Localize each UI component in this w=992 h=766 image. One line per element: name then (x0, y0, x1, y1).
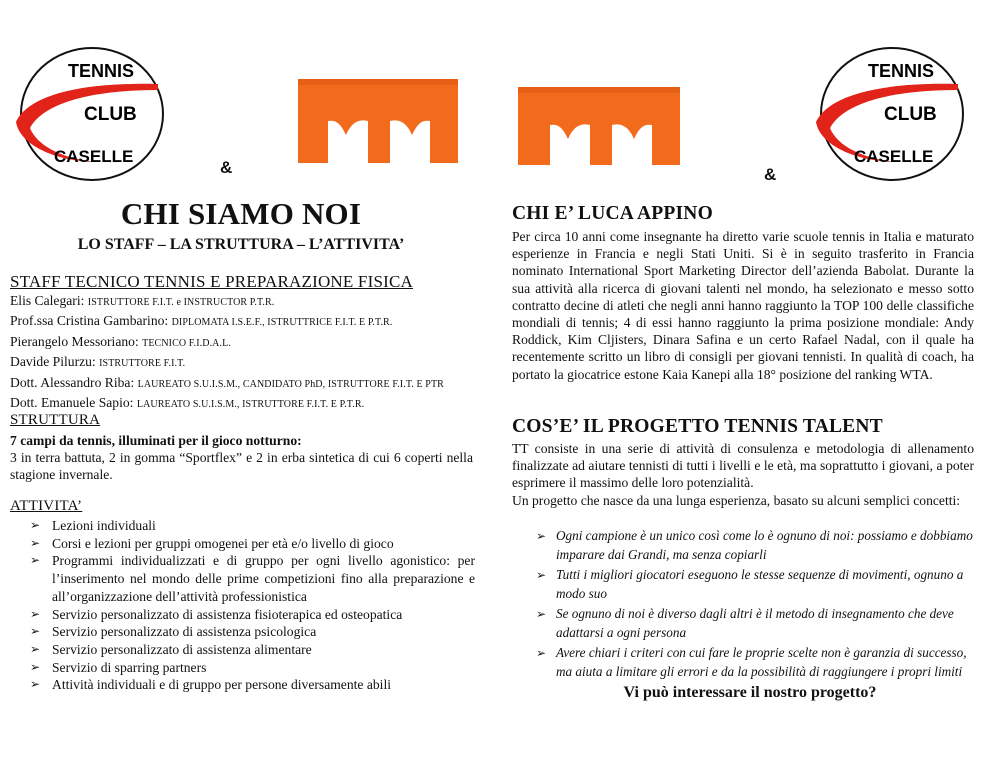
staff-item: Dott. Emanuele Sapio: LAUREATO S.U.I.S.M., ISTRUTTORE F.I.T. E P.T.R. (10, 395, 365, 411)
attivita-heading: ATTIVITA’ (10, 498, 83, 514)
attivita-list (30, 517, 475, 694)
page-subtitle: LO STAFF – LA STRUTTURA – L’ATTIVITA’ (77, 236, 405, 253)
ampersand-left: & (220, 158, 233, 177)
struttura-body: 3 in terra battuta, 2 in gomma “Sportflex” e 2 in erba sintetica di cui 6 coperti nella stagione invernale. (10, 450, 473, 482)
tt-logo-right (514, 83, 686, 169)
svg-text:CLUB: CLUB (884, 104, 937, 125)
list-item: ➢ Servizio personalizzato di assistenza alimentare (30, 641, 475, 659)
struttura-text (10, 432, 473, 483)
svg-text:CLUB: CLUB (84, 104, 137, 125)
struttura-bold: 7 campi da tennis, illuminati per il gioco notturno: (10, 433, 302, 448)
list-item: ➢ Avere chiari i criteri con cui fare le proprie scelte non è garanzia di successo, ma aiuta a limitare gli errori e da la possibilità di raggiungere i propri limiti (536, 644, 974, 681)
list-item: ➢ Servizio personalizzato di assistenza psicologica (30, 623, 475, 641)
tennis-club-caselle-logo-right (808, 44, 970, 184)
list-item: ➢ Servizio personalizzato di assistenza fisioterapica ed osteopatica (30, 606, 475, 624)
struttura-heading: STRUTTURA (10, 412, 101, 428)
progetto-text-2: Un progetto che nasce da una lunga esperienza, basato su alcuni semplici concetti: (512, 492, 961, 508)
tt-logo-left (294, 75, 464, 167)
list-item: ➢ Programmi individualizzati e di gruppo per ogni livello agonistico: per l’inserimento nel mondo delle prime competizioni fino alla preparazione e all’organizzazione dell’attività professionistica (30, 552, 475, 605)
luca-heading: CHI E’ LUCA APPINO (512, 203, 713, 224)
progetto-heading: COS’E’ IL PROGETTO TENNIS TALENT (512, 416, 883, 437)
list-item: ➢ Tutti i migliori giocatori eseguono le stesse sequenze di movimenti, ognuno a modo suo (536, 566, 974, 603)
list-item: ➢ Lezioni individuali (30, 517, 475, 535)
svg-text:TENNIS: TENNIS (868, 61, 935, 81)
progetto-text (512, 440, 974, 509)
closing-question: Vi può interessare il nostro progetto? (623, 684, 877, 701)
ampersand-right: & (764, 165, 777, 184)
staff-list (10, 292, 480, 414)
staff-heading: STAFF TECNICO TENNIS E PREPARAZIONE FISICA (10, 272, 413, 291)
progetto-text-1: TT consiste in una serie di attività di consulenza e metodologia di allenamento finalizzate ad aiutare tennisti di tutti i livelli e le età, ma soprattutto i giovani, a poter esprimere il massimo delle loro potenzialità. (512, 441, 974, 491)
svg-text:CASELLE: CASELLE (854, 147, 934, 166)
tennis-club-caselle-logo-left (8, 44, 170, 184)
list-item: ➢ Ogni campione è un unico così come lo è ognuno di noi: possiamo e dobbiamo imparare dai Grandi, ma senza copiarli (536, 527, 974, 564)
concetti-list (536, 527, 974, 683)
page-title: CHI SIAMO NOI (120, 196, 362, 231)
svg-text:CASELLE: CASELLE (54, 147, 134, 166)
staff-item: Elis Calegari: ISTRUTTORE F.I.T. e INSTRUCTOR P.T.R. (10, 293, 275, 308)
list-item: ➢ Attività individuali e di gruppo per persone diversamente abili (30, 676, 475, 694)
svg-text:TENNIS: TENNIS (68, 61, 135, 81)
list-item: ➢ Corsi e lezioni per gruppi omogenei per età e/o livello di gioco (30, 535, 475, 553)
list-item: ➢ Servizio di sparring partners (30, 659, 475, 677)
staff-item: Pierangelo Messoriano: TECNICO F.I.D.A.L. (10, 333, 231, 349)
staff-item: Davide Pilurzu: ISTRUTTORE F.I.T. (10, 354, 186, 370)
list-item: ➢ Se ognuno di noi è diverso dagli altri è il metodo di insegnamento che deve adattarsi a ogni persona (536, 605, 974, 642)
luca-text: Per circa 10 anni come insegnante ha diretto varie scuole tennis in Italia e maturato esperienze in Francia e negli Stati Uniti. Si è in seguito trasferito in Francia nominato International Sport Marketing Director dell’azienda Babolat. Durante la sua attività alla ricerca di giovani talenti nel mondo, ha selezionato e messo sotto contratto decine di atleti che negli anni hanno raggiunto la TOP 100 delle classifiche mondiali di tennis; 4 di essi hanno raggiunto la prima posizione mondiale: Andy Roddick, Kim Cljisters, Dinara Safina e un certo Rafael Nadal, con il quale ha recentemente scritto un libro di consigli per giovani tennisti. In qualità di coach, ha portato la giocatrice estone Kaia Kanepi alla 18° posizione del ranking WTA. (512, 229, 974, 382)
staff-item: Dott. Alessandro Riba: LAUREATO S.U.I.S.M., CANDIDATO PhD, ISTRUTTORE F.I.T. E PTR (10, 374, 444, 390)
staff-item: Prof.ssa Cristina Gambarino: DIPLOMATA I.S.E.F., ISTRUTTRICE F.I.T. E P.T.R. (10, 313, 393, 329)
